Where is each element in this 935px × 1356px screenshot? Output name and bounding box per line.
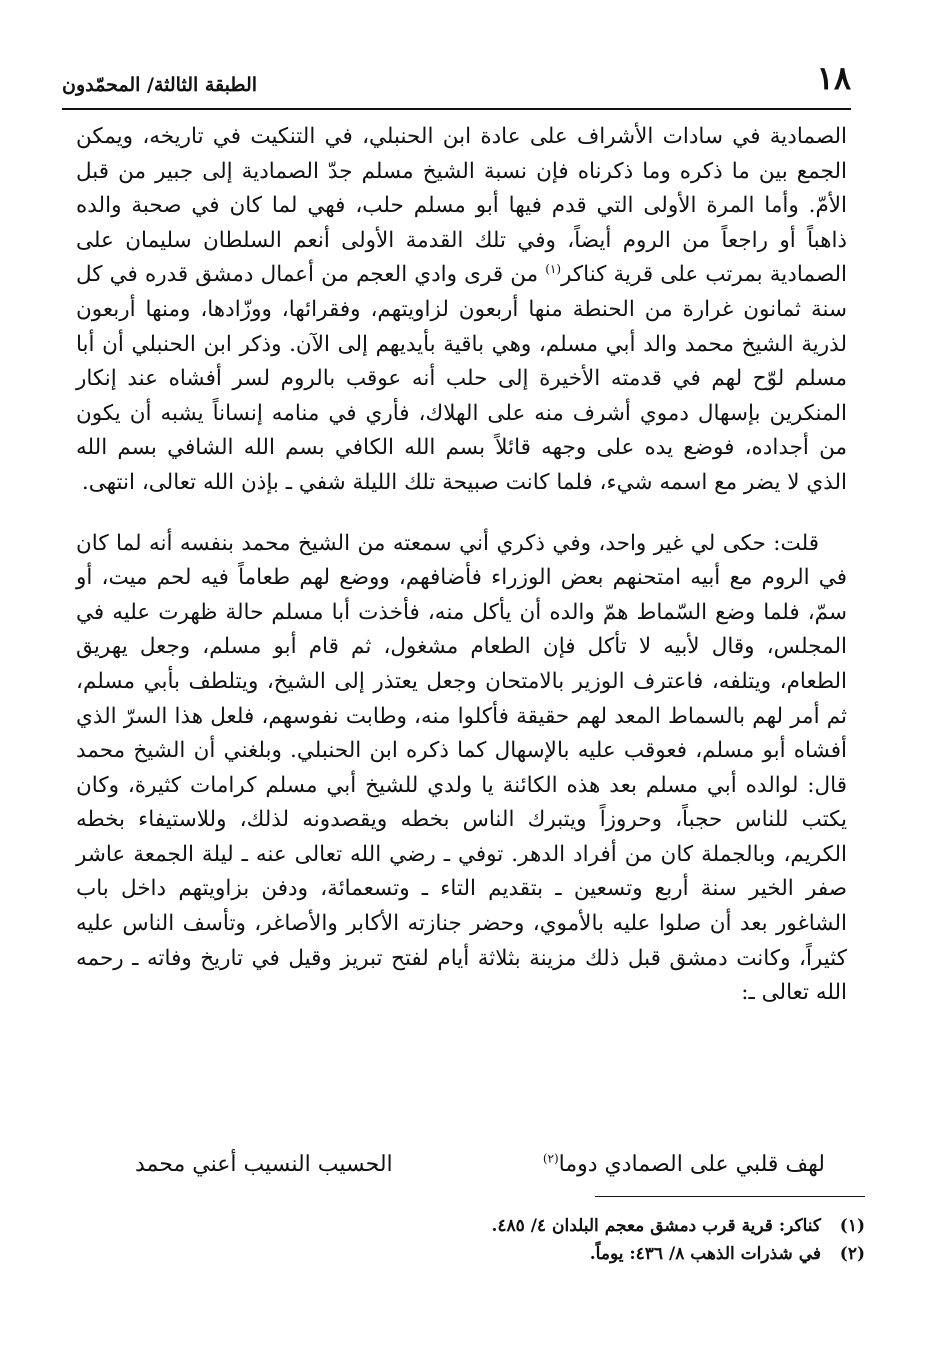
paragraph-1 (76, 120, 847, 501)
footnote-text: كناكر: قرية قرب دمشق معجم البلدان ٤/ ٤٨٥. (491, 1216, 821, 1236)
footnote-number: (١) (839, 1216, 865, 1236)
footnote-reference-2: (٢) (542, 1151, 559, 1166)
running-title: الطبقة الثالثة/ المحمّدون (62, 74, 258, 96)
page-header (62, 58, 851, 110)
verse-first-hemistich-text: لهف قلبي على الصمادي دوما (558, 1152, 825, 1177)
paragraph-1-continued: من قرى وادي العجم من أعمال دمشق قدره في كل سنة ثمانون غرارة من الحنطة منها أربعون لزاويتهم، وفقرائها، ووزّادها، ومنها أربعون لذرية الشيخ محمد والد أبي مسلم، وهي باقية بأيديهم إلى الآن. وذكر ابن الحنبلي أن أبا مسلم لوّح لهم في قدمته الأخيرة إلى حلب أنه عوقب بالروم لسر أفشاه عند إنكار المنكرين بإسهال دموي أشرف منه على الهلاك، فأري في منامه إنساناً يشبه أن يكون من أجداده، فوضع يده على وجهه قائلاً بسم الله الكافي بسم الله الشافي بسم الله الذي لا يضر مع اسمه شيء، فلما كانت صبيحة تلك الليلة شفي ـ بإذن الله تعالى، انتهى. (76, 262, 847, 495)
footnote-text: في شذرات الذهب ٨/ ٤٣٦: يوماً. (589, 1244, 821, 1264)
footnote-number: (٢) (839, 1244, 865, 1264)
footnote-item (200, 1212, 865, 1240)
main-text (76, 120, 847, 1011)
footnote-item (200, 1240, 865, 1268)
footnotes (200, 1212, 865, 1268)
verse-line (135, 1145, 825, 1185)
verse-second-hemistich: الحسيب النسيب أعني محمد (135, 1152, 393, 1177)
page-number: ١٨ (816, 59, 851, 97)
verse-first-hemistich (543, 1145, 825, 1185)
paragraph-2: قلت: حكى لي غير واحد، وفي ذكري أني سمعته من الشيخ محمد بنفسه أنه لما كان في الروم مع أبيه امتحنهم بعض الوزراء فأضافهم، ووضع لهم طعاماً فيه لحم ميت، أو سمّ، فلما وضع السّماط همّ والده أن يأكل منه، فأخذت أبا مسلم حالة ظهرت عليه في المجلس، وقال لأبيه لا تأكل فإن الطعام مشغول، ثم قام أبو مسلم، وجعل يهريق الطعام، ويتلفه، فاعترف الوزير بالامتحان وجعل يعتذر إلى الشيخ، ويتلطف بأبي مسلم، ثم أمر لهم بالسماط المعد لهم حقيقة فأكلوا منه، وطابت نفوسهم، فلعل هذا السرّ الذي أفشاه أبو مسلم، فعوقب عليه بالإسهال كما ذكره ابن الحنبلي. وبلغني أن الشيخ محمد قال: لوالده أبي مسلم بعد هذه الكائنة يا ولدي للشيخ أبي مسلم كرامات كثيرة، وكان يكتب للناس حجباً، وحروزاً ويتبرك الناس بخطه ويقصدونه لذلك، وللاستيفاء بخطه الكريم، وبالجملة كان من أفراد الدهر. توفي ـ رضي الله تعالى عنه ـ ليلة الجمعة عاشر صفر الخير سنة أربع وتسعين ـ بتقديم التاء ـ وتسعمائة، ودفن بزاويتهم داخل باب الشاغور بعد أن صلوا عليه بالأموي، وحضر جنازته الأكابر والأصاغر، وتأسف الناس عليه كثيراً، وكانت دمشق قبل ذلك مزينة بثلاثة أيام لفتح تبريز وقيل في تاريخ وفاته ـ رحمه الله تعالى ـ: (76, 530, 847, 1006)
paragraph-1-text: الصمادية في سادات الأشراف على عادة ابن الحنبلي، في التنكيت في تاريخه، ويمكن الجمع بين ما ذكره وما ذكرناه فإن نسبة الشيخ مسلم جدّ الصمادية إلى جبير من قبل الأمّ. وأما المرة الأولى التي قدم فيها أبو مسلم حلب، فهي لما كان في صحبة والده ذاهباً أو راجعاً من الروم أيضاً، وفي تلك القدمة الأولى أنعم السلطان سليمان على الصمادية بمرتب على قرية كناكر (76, 124, 847, 288)
footnote-separator (595, 1196, 865, 1197)
footnote-reference-1: (١) (545, 262, 562, 277)
